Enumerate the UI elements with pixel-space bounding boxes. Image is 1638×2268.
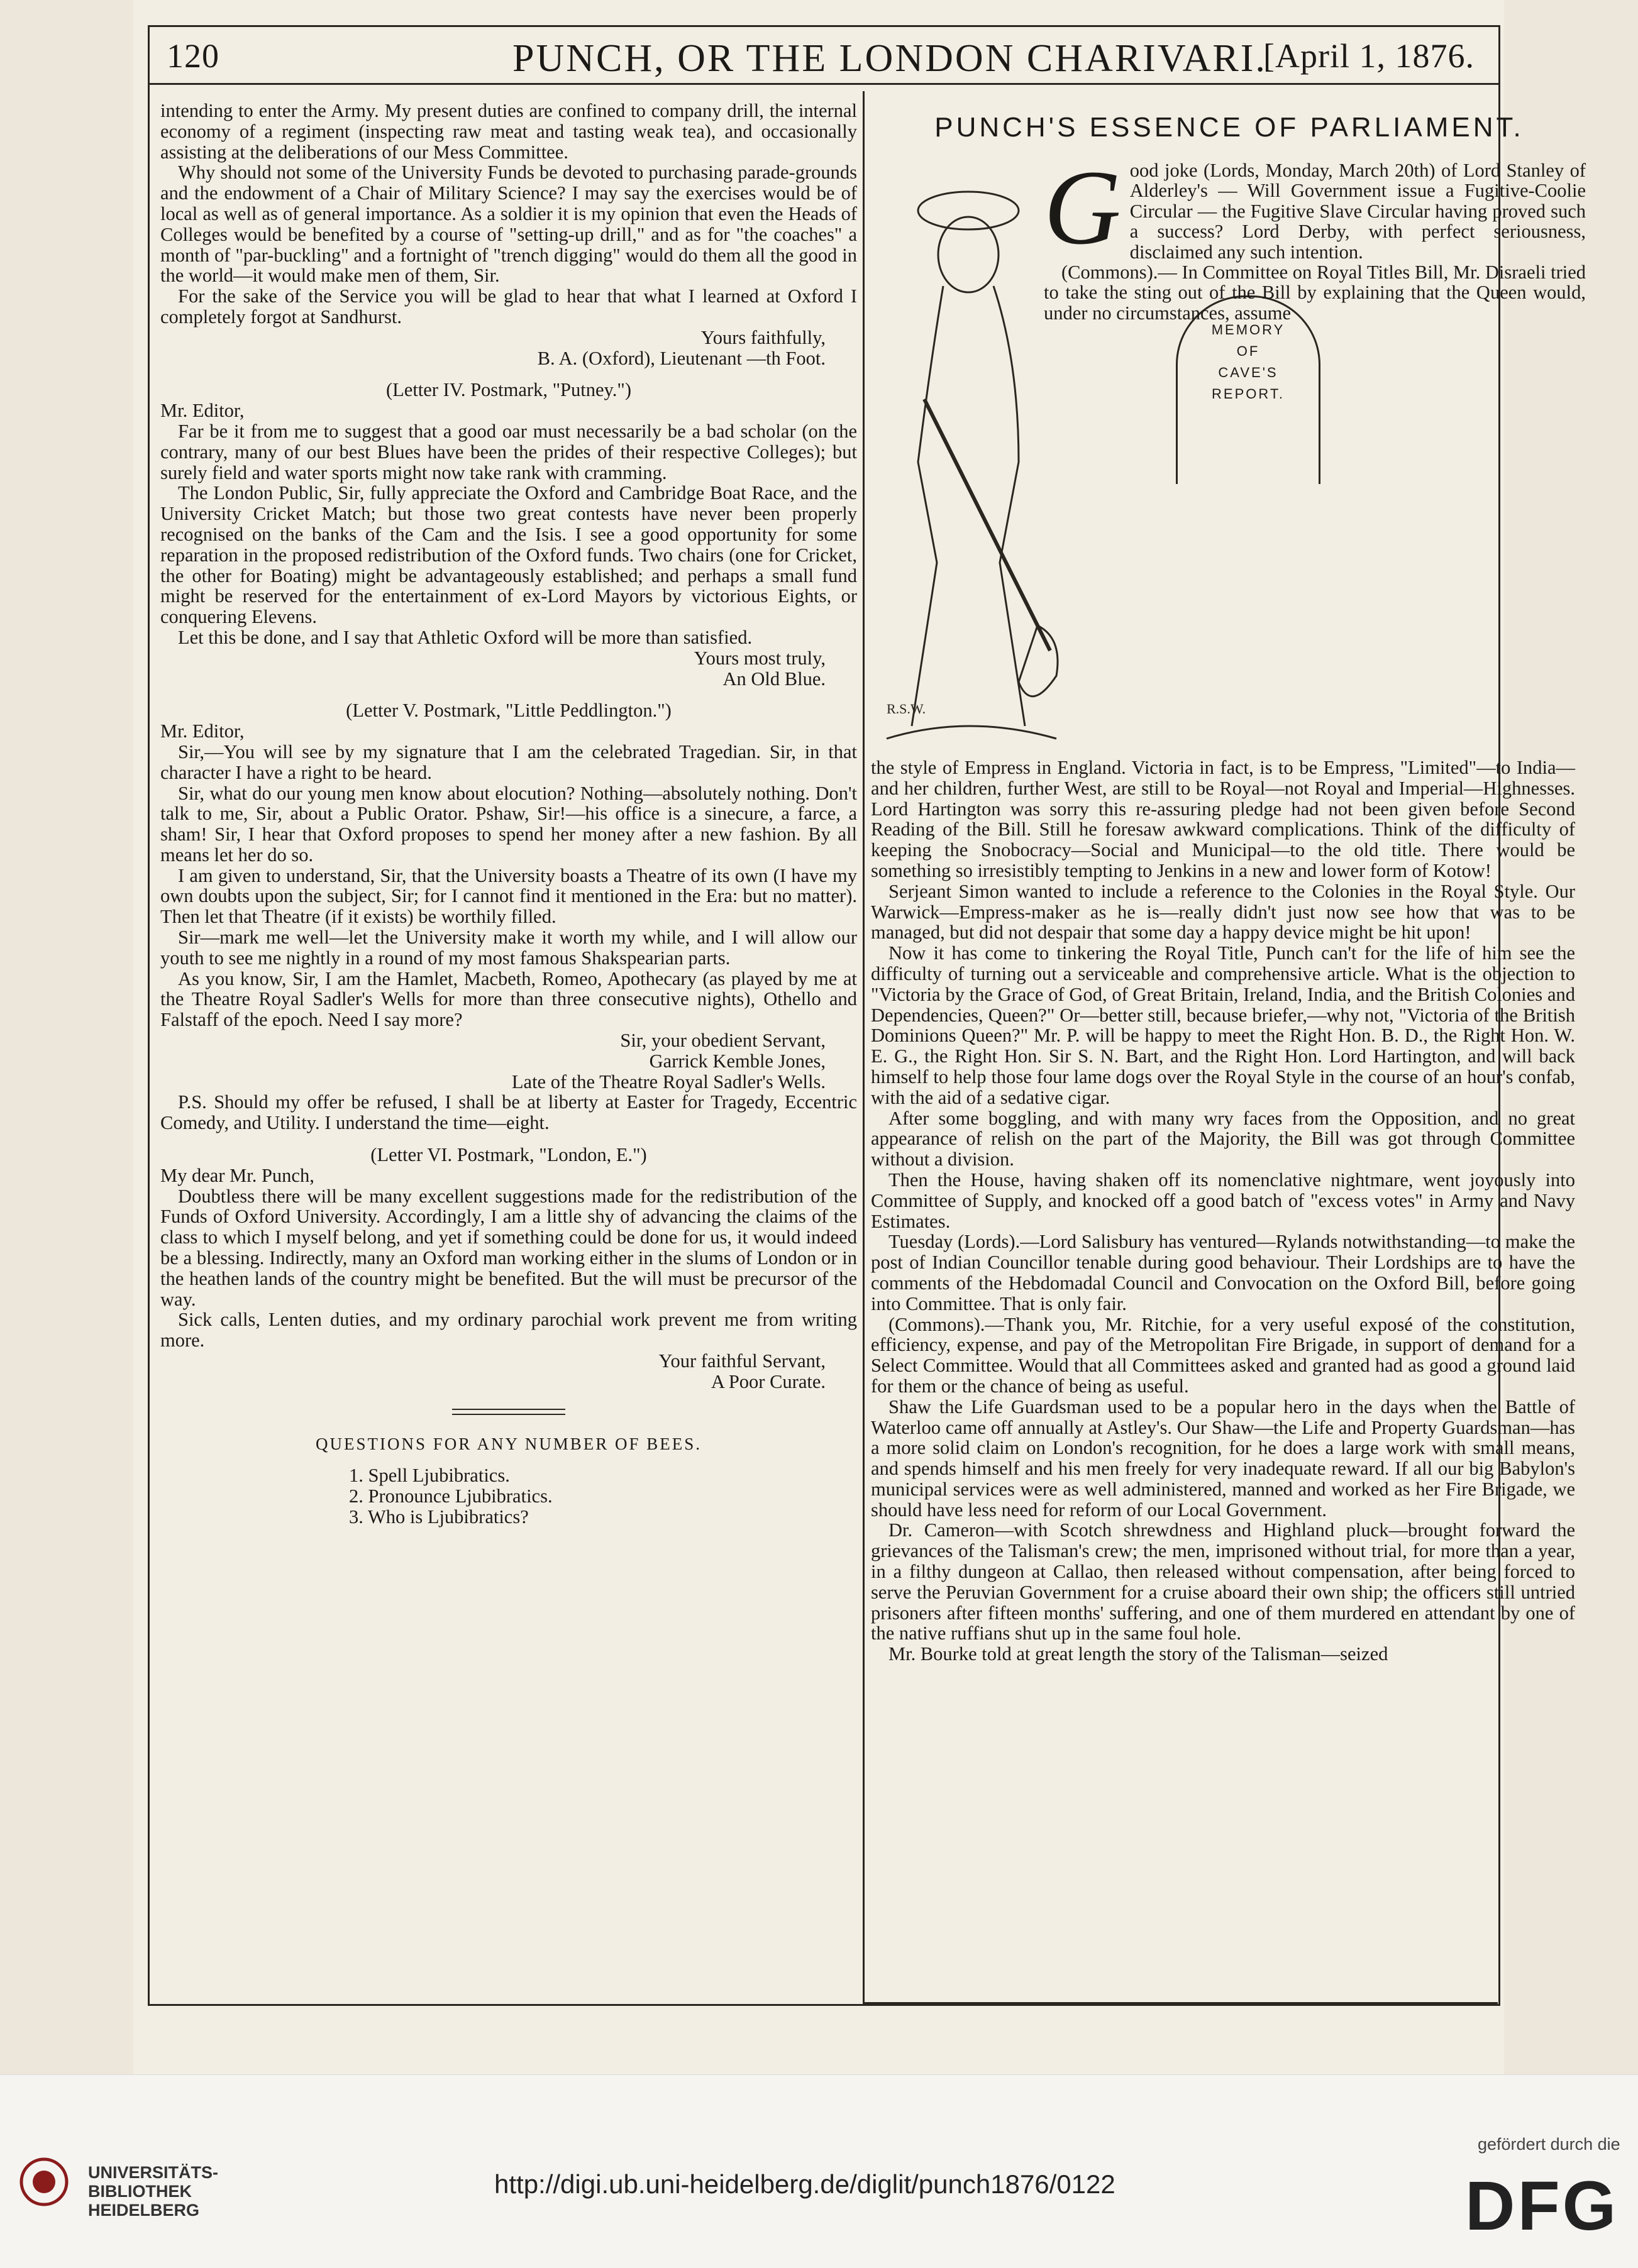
paragraph: The London Public, Sir, fully appreciate the Oxford and Cambridge Boat Race, and the University Cricket Match; but those two great contests have never been properly recognised on the banks of the Cam and the Isis. I see a good opportunity for some reparation in the proposed redistribution of the Oxford funds. Two chairs (one for Cricket, the other for Boating) might be advantageously established; and perhaps a small fund might be reserved for the entertainment of ex-Lord Mayors by victorious Eights, or conquering Elevens. <box>160 482 857 628</box>
paragraph: After some boggling, and with many wry faces from the Opposition, and no great appearance of relish on the part of the Majority, the Bill was got through Committee without a division. <box>871 1107 1575 1170</box>
spacer <box>160 368 857 380</box>
library-name <box>88 2163 218 2220</box>
head-shape <box>938 217 999 292</box>
signature-line: Garrick Kemble Jones, <box>649 1050 826 1072</box>
ground-line <box>887 726 1056 739</box>
parliament-body <box>871 757 1575 1665</box>
page-title: PUNCH, OR THE LONDON CHARIVARI. <box>512 37 1267 80</box>
tombstone-line: MEMORY <box>1211 322 1285 338</box>
signature-line: Yours most truly, <box>694 647 826 669</box>
university-seal-icon <box>19 2157 69 2207</box>
paragraph: As you know, Sir, I am the Hamlet, Macbeth, Romeo, Apothecary (as played by me at the Theatre Royal Sadler's Wells for more than three consecutive nights), Othello and Falstaff of the epoch. Need I say more? <box>160 967 857 1031</box>
drop-cap: G <box>1044 148 1121 267</box>
paragraph: Mr. Editor, <box>160 400 245 422</box>
signature-line: Sir, your obedient Servant, <box>620 1030 826 1052</box>
questions-heading: QUESTIONS FOR ANY NUMBER OF BEES. <box>315 1434 702 1453</box>
paragraph: Dr. Cameron—with Scotch shrewdness and Highland pluck—brought forward the grievances of the Talisman's crew; the men, imprisoned without trial, for more than a year, in a filthy dungeon at Callao, then released without compensation, after being forced to serve the Peruvian Government for a cruise aboard their own ship; the officers still untried prisoners after fifteen months' suffering, and one of them murdered en attendant by one of the native ruffians shut up in the same foul hole. <box>871 1519 1575 1644</box>
spacer <box>160 689 857 700</box>
column-divider <box>863 91 865 2002</box>
signature-line: Late of the Theatre Royal Sadler's Wells. <box>511 1071 826 1093</box>
cartoon-illustration <box>874 160 1063 757</box>
tombstone <box>1176 295 1320 484</box>
essence-intro <box>1044 148 1586 324</box>
paragraph: intending to enter the Army. My present duties are confined to company drill, the internal economy of a regiment (inspecting raw meat and tasting weak tea), and occasionally assisting at the deliberations of our Mess Committee. <box>160 100 857 163</box>
section-divider <box>452 1409 565 1410</box>
body-left <box>912 286 943 726</box>
library-logo <box>19 2157 69 2207</box>
spade-blade <box>1019 625 1058 696</box>
essence-intro-text: ood joke (Lords, Monday, March 20th) of Lord Stanley of Alderley's — Will Government issue a Fugitive-Coolie Circular — the Fugitive Slave Circular having proved such a success? Lord Derby, with perfect seriousness, disclaimed any such intention. <box>1129 160 1586 263</box>
library-line: UNIVERSITÄTS- <box>88 2163 219 2182</box>
spade-handle <box>924 399 1050 651</box>
viewer-footer <box>0 2074 1638 2268</box>
question-item: 2. Pronounce Ljubibratics. <box>349 1485 553 1507</box>
paragraph: Tuesday (Lords).—Lord Salisbury has ventured—Rylands notwithstanding—to make the post of Indian Councillor tenable during good behaviour. Their Lordships are to have the comments of the Hebdomadal Council and Convocation on the Oxford Bill, before going into Committee. That is only fair. <box>871 1231 1575 1314</box>
tombstone-line: REPORT. <box>1212 386 1285 402</box>
paragraph: the style of Empress in England. Victoria in fact, is to be Empress, "Limited"—to India—and her children, further West, are still to be Royal—not Royal and Imperial—Highnesses. Lord Hartington was sorry this re-assuring pledge had not been given before Second Reading of the Bill. Still he foresaw awkward complications. Think of the difficulty of keeping the Snobocracy—Social and Municipal—to the old title. There would be something so irresistibly tempting to Jenkins in a new and lower form of Kotow! <box>871 757 1575 881</box>
paragraph: Let this be done, and I say that Athletic Oxford will be more than satisfied. <box>178 626 753 648</box>
letter-heading: (Letter V. Postmark, "Little Peddlington.") <box>346 700 672 722</box>
permalink[interactable]: http://digi.ub.uni-heidelberg.de/diglit/punch1876/0122 <box>494 2169 1115 2199</box>
header-rule <box>148 83 1498 85</box>
question-item: 3. Who is Ljubibratics? <box>349 1506 529 1528</box>
tombstone-line: CAVE'S <box>1218 365 1278 380</box>
paragraph: Sir, what do our young men know about elocution? Nothing—absolutely nothing. Don't talk to me, Sir, about a Public Orator. Pshaw, Sir!—his office is a sinecure, a farce, a sham! Sir, I hear that Oxford proposes to spend her money after a new fashion. By all means let her do so. <box>160 782 857 866</box>
right-column <box>871 757 1575 1665</box>
paragraph: Now it has come to tinkering the Royal Title, Punch can't for the life of him see the difficulty of turning out a serviceable and comprehensive article. What is the objection to "Victoria by the Grace of God, of Great Britain, Ireland, India, and the British Colonies and Dependencies, Queen?" Or—better still, because briefer,—why not, "Victoria of the British Dominions Queen?" Mr. P. will be happy to meet the Right Hon. B. D., the Right Hon. W. E. G., the Right Hon. Sir S. N. Bart, and the Right Hon. Lord Hartington, and will back himself to help those four lame dogs over the Royal Style in the course of an hour's confab, with the aid of a sedative cigar. <box>871 942 1575 1108</box>
signature-line: An Old Blue. <box>722 668 826 690</box>
paragraph: I am given to understand, Sir, that the University boasts a Theatre of its own (I have my own doubts upon the subject, Sir; for I cannot find it mentioned in the Era: but no matter). Then let that Theatre (if it exists) be worthily filled. <box>160 864 857 928</box>
section-divider-2 <box>452 1414 565 1415</box>
page-header <box>160 30 1487 80</box>
paragraph: P.S. Should my offer be refused, I shall be at liberty at Easter for Tragedy, Eccentric Comedy, and Utility. I understand the time—eight. <box>160 1091 857 1134</box>
bottom-rule <box>863 2002 1498 2004</box>
artist-signature: R.S.W. <box>887 701 926 717</box>
gravedigger-cartoon <box>874 160 1063 757</box>
paragraph: Sir—mark me well—let the University make it worth my while, and I will allow our youth to see me nightly in a round of my most famous Shakspearian parts. <box>160 927 857 969</box>
questions-block <box>160 1434 857 1528</box>
signature-line: A Poor Curate. <box>711 1370 826 1392</box>
left-column <box>160 101 857 1528</box>
signature-line: Yours faithfully, <box>700 326 826 348</box>
paragraph: Shaw the Life Guardsman used to be a popular hero in the days when the Battle of Waterloo came off annually at Astley's. Our Shaw—the Life and Property Guardsman—has a more solid claim on London's recognition, for he does a large work with small means, and spends himself and his men freely for very inadequate reward. If all our big Babylon's municipal services were as well administered, manned and worked as her Fire Brigade, we should have less need for reform of our Local Government. <box>871 1395 1575 1521</box>
signature-line: Your faithful Servant, <box>658 1350 826 1372</box>
paragraph: Why should not some of the University Funds be devoted to purchasing parade-grounds and the endowment of a Chair of Military Science? I may say the exercises would be of local as well as of general importance. As a soldier it is my opinion that even the Heads of Colleges would be benefited by a course of "setting-up drill," and as for "the coaches" a month of "par-buckling" and a fortnight of "trench digging" would do them all the good in the world—it would make men of them, Sir. <box>160 162 857 287</box>
letter-heading: (Letter VI. Postmark, "London, E.") <box>370 1144 647 1166</box>
issue-date: [April 1, 1876. <box>1263 37 1475 75</box>
paragraph: My dear Mr. Punch, <box>160 1164 314 1186</box>
paragraph: Far be it from me to suggest that a good oar must necessarily be a bad scholar (on the contrary, many of our best Blues have been the prides of their respective Colleges); but surely field and water sports might now take rank with cramming. <box>160 420 857 483</box>
paragraph: Serjeant Simon wanted to include a reference to the Colonies in the Royal Style. Our Warwick—Empress-maker as he is—really didn't just now see how that was to be managed, but did not despair that some day a happy device might be hit upon! <box>871 880 1575 944</box>
tombstone-line: OF <box>1236 343 1260 359</box>
paragraph: Sir,—You will see by my signature that I am the celebrated Tragedian. Sir, in that character I have a right to be heard. <box>160 740 857 783</box>
question-item: 1. Spell Ljubibratics. <box>349 1465 510 1487</box>
sponsor-text: gefördert durch die <box>1478 2135 1620 2154</box>
essence-heading: PUNCH'S ESSENCE OF PARLIAMENT. <box>934 112 1524 143</box>
letters-body <box>160 101 857 1392</box>
paragraph: Mr. Bourke told at great length the story of the Talisman—seized <box>888 1643 1388 1665</box>
paragraph: Then the House, having shaken off its nomenclative nightmare, went joyously into Committee of Supply, and knocked off a good batch of "excess votes" in Army and Navy Estimates. <box>871 1169 1575 1232</box>
paragraph: Sick calls, Lenten duties, and my ordinary parochial work prevent me from writing more. <box>160 1309 857 1351</box>
signature-line: B. A. (Oxford), Lieutenant —th Foot. <box>537 347 826 369</box>
body-right <box>993 286 1025 726</box>
library-line: BIBLIOTHEK <box>88 2182 192 2201</box>
library-line: HEIDELBERG <box>88 2201 200 2220</box>
letter-heading: (Letter IV. Postmark, "Putney.") <box>386 379 631 401</box>
essence-intro-text-2: (Commons).— In Committee on Royal Titles Bill, Mr. Disraeli tried to take the sting out of the Bill by explaining that the Queen would, under no circumstances, assume <box>1044 261 1586 324</box>
spacer <box>160 1133 857 1145</box>
dfg-logo: DFG <box>1465 2167 1619 2245</box>
hat-shape <box>918 192 1019 229</box>
page-number: 120 <box>167 37 219 75</box>
paragraph: Doubtless there will be many excellent suggestions made for the redistribution of the Funds of Oxford University. Accordingly, I am a little shy of advancing the claims of the class to which I myself belong, and yet if something could be done for us, it would indeed be a blessing. Indirectly, many an Oxford man working either in the slums of London or in the heathen lands of the country might be benefited. But the will must be precursor of the way. <box>160 1185 857 1310</box>
paragraph: Mr. Editor, <box>160 720 245 742</box>
paragraph: (Commons).—Thank you, Mr. Ritchie, for a very useful exposé of the constitution, efficiency, expense, and pay of the Metropolitan Fire Brigade, in support of demand for a Select Committee. Would that all Committees asked and granted had as good a ground laid for them or the chance of being as useful. <box>871 1313 1575 1397</box>
paragraph: For the sake of the Service you will be glad to hear that what I learned at Oxford I completely forgot at Sandhurst. <box>160 285 857 328</box>
